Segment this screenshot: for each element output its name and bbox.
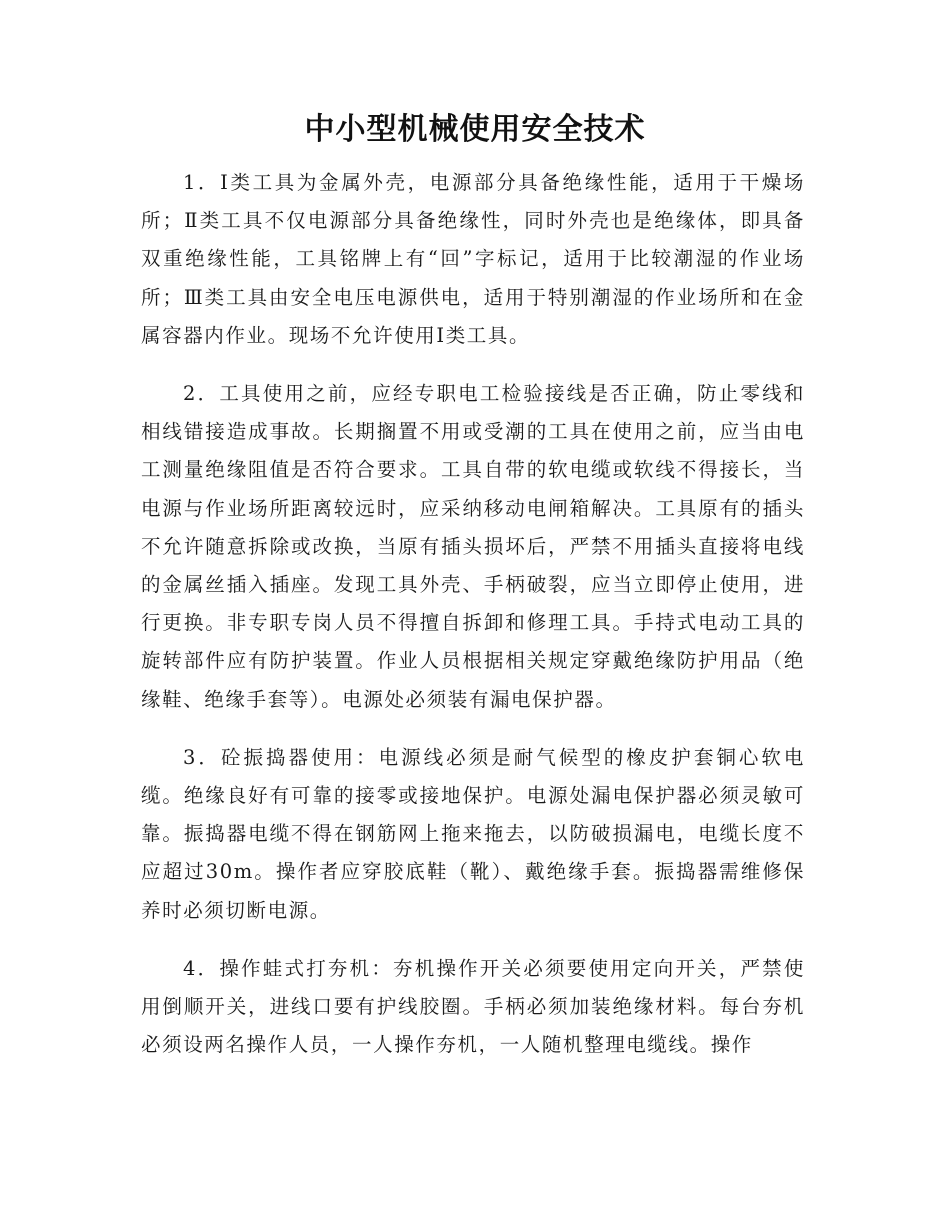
document-title: 中小型机械使用安全技术 (304, 112, 646, 147)
paragraph-2: 2．工具使用之前，应经专职电工检验接线是否正确，防止零线和相线错接造成事故。长期搁置不用或受潮的工具在使用之前，应当由电工测量绝缘阻值是否符合要求。工具自带的软电缆或软线不得接长，当电源与作业场所距离较远时，应采纳移动电闸箱解决。工具原有的插头不允许随意拆除或改换，当原有插头损坏后，严禁不用插头直接将电线的金属丝插入插座。发现工具外壳、手柄破裂，应当立即停止使用，进行更换。非专职专岗人员不得擅自拆卸和修理工具。手持式电动工具的旋转部件应有防护装置。作业人员根据相关规定穿戴绝缘防护用品（绝缘鞋、绝缘手套等）。电源处必须装有漏电保护器。 (141, 382, 805, 711)
paragraph-1: 1．Ⅰ类工具为金属外壳，电源部分具备绝缘性能，适用于干燥场所；Ⅱ类工具不仅电源部分具备绝缘性，同时外壳也是绝缘体，即具备双重绝缘性能，工具铭牌上有“回”字标记，适用于比较潮湿的作业场所；Ⅲ类工具由安全电压电源供电，适用于特别潮湿的作业场所和在金属容器内作业。现场不允许使用Ⅰ类工具。 (141, 171, 805, 347)
paragraph-3: 3．砼振捣器使用：电源线必须是耐气候型的橡皮护套铜心软电缆。绝缘良好有可靠的接零或接地保护。电源处漏电保护器必须灵敏可靠。振捣器电缆不得在钢筋网上拖来拖去，以防破损漏电，电缆长度不应超过30m。操作者应穿胶底鞋（靴）、戴绝缘手套。振捣器需维修保养时必须切断电源。 (141, 745, 805, 922)
paragraph-4: 4．操作蛙式打夯机：夯机操作开关必须要使用定向开关，严禁使用倒顺开关，进线口要有护线胶圈。手柄必须加装绝缘材料。每台夯机必须设两名操作人员，一人操作夯机，一人随机整理电缆线。操作 (141, 956, 805, 1057)
document-body (141, 164, 805, 1084)
